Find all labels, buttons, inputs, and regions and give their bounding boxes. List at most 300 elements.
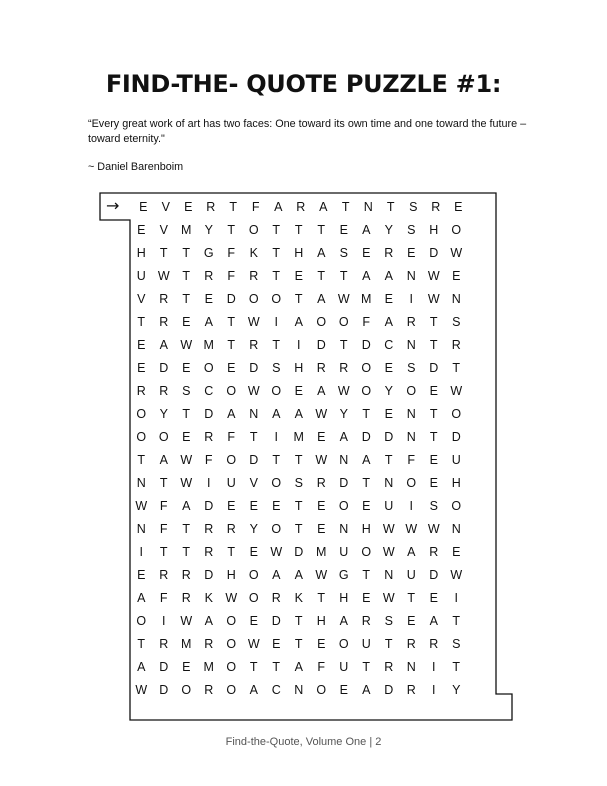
grid-letter: O xyxy=(226,453,237,467)
grid-letter: Y xyxy=(204,223,213,237)
grid-letter: F xyxy=(227,269,236,283)
grid-letter: Y xyxy=(384,223,393,237)
grid-letter: R xyxy=(431,200,441,214)
grid-letter: W xyxy=(427,269,440,283)
grid-letter: M xyxy=(181,637,192,651)
grid-letter: R xyxy=(204,430,214,444)
grid-letter: U xyxy=(226,476,236,490)
grid-letter: Y xyxy=(452,683,461,697)
grid-letter: O xyxy=(226,384,237,398)
grid-row xyxy=(130,633,490,656)
grid-row xyxy=(130,288,490,311)
grid-letter: D xyxy=(361,430,371,444)
grid-letter: K xyxy=(204,591,213,605)
grid-letter: T xyxy=(384,453,393,467)
grid-letter: E xyxy=(362,499,371,513)
grid-letter: D xyxy=(226,292,236,306)
grid-letter: O xyxy=(226,683,237,697)
grid-letter: R xyxy=(271,591,281,605)
grid-letter: I xyxy=(409,292,413,306)
grid-letter: T xyxy=(386,200,395,214)
grid-letter: A xyxy=(204,315,213,329)
grid-letter: O xyxy=(338,499,349,513)
grid-letter: O xyxy=(248,292,259,306)
grid-letter: A xyxy=(362,453,371,467)
grid-letter: D xyxy=(361,338,371,352)
grid-letter: E xyxy=(339,223,348,237)
grid-letter: R xyxy=(429,545,439,559)
grid-letter: R xyxy=(159,568,169,582)
grid-letter: T xyxy=(384,637,393,651)
grid-letter: T xyxy=(317,223,326,237)
grid-letter: E xyxy=(362,246,371,260)
grid-letter: Y xyxy=(384,384,393,398)
grid-row xyxy=(130,518,490,541)
grid-letter: O xyxy=(181,683,192,697)
grid-letter: R xyxy=(204,269,214,283)
grid-letter: W xyxy=(427,292,440,306)
grid-letter: I xyxy=(162,614,166,628)
grid-letter: K xyxy=(294,591,303,605)
grid-letter: E xyxy=(182,660,191,674)
grid-letter: N xyxy=(363,200,373,214)
grid-letter: T xyxy=(272,338,281,352)
grid-letter: R xyxy=(204,637,214,651)
grid-letter: E xyxy=(137,338,146,352)
grid-letter: I xyxy=(139,545,143,559)
grid-letter: D xyxy=(316,338,326,352)
grid-letter: A xyxy=(339,430,348,444)
grid-letter: F xyxy=(227,430,236,444)
grid-letter: D xyxy=(204,407,214,421)
grid-letter: C xyxy=(384,338,394,352)
grid-letter: N xyxy=(406,407,416,421)
grid-letter: T xyxy=(227,315,236,329)
grid-letter: W xyxy=(180,476,193,490)
grid-letter: W xyxy=(247,315,260,329)
grid-letter: N xyxy=(406,338,416,352)
grid-letter: N xyxy=(249,407,259,421)
grid-letter: T xyxy=(137,637,146,651)
grid-letter: Y xyxy=(249,522,258,536)
grid-letter: R xyxy=(159,384,169,398)
grid-letter: R xyxy=(316,476,326,490)
grid-row xyxy=(130,242,490,265)
grid-letter: R xyxy=(316,361,326,375)
grid-letter: E xyxy=(317,430,326,444)
grid-letter: E xyxy=(407,246,416,260)
grid-letter: A xyxy=(204,614,213,628)
grid-letter: R xyxy=(406,637,416,651)
grid-letter: T xyxy=(159,545,168,559)
grid-letter: M xyxy=(293,430,304,444)
grid-letter: S xyxy=(429,499,438,513)
grid-letter: W xyxy=(405,522,418,536)
grid-letter: I xyxy=(432,660,436,674)
grid-row xyxy=(132,196,492,219)
grid-letter: O xyxy=(248,223,259,237)
page-footer: Find-the-Quote, Volume One | 2 xyxy=(225,736,382,748)
grid-letter: A xyxy=(137,591,146,605)
grid-letter: W xyxy=(247,637,260,651)
grid-letter: T xyxy=(362,476,371,490)
grid-letter: T xyxy=(159,476,168,490)
grid-letter: R xyxy=(206,200,216,214)
grid-letter: S xyxy=(182,384,191,398)
grid-letter: O xyxy=(338,315,349,329)
grid-letter: A xyxy=(362,683,371,697)
grid-letter: R xyxy=(226,522,236,536)
grid-letter: D xyxy=(204,499,214,513)
grid-letter: E xyxy=(137,568,146,582)
grid-letter: W xyxy=(180,338,193,352)
grid-row xyxy=(130,610,490,633)
grid-letter: T xyxy=(452,660,461,674)
grid-letter: E xyxy=(227,361,236,375)
grid-letter: O xyxy=(136,614,147,628)
grid-letter: G xyxy=(203,246,214,260)
grid-letter: T xyxy=(137,315,146,329)
grid-letter: A xyxy=(294,315,303,329)
grid-letter: H xyxy=(451,476,461,490)
grid-letter: V xyxy=(161,200,170,214)
grid-letter: T xyxy=(294,453,303,467)
grid-letter: T xyxy=(317,591,326,605)
grid-letter: E xyxy=(294,384,303,398)
grid-letter: A xyxy=(294,407,303,421)
grid-letter: W xyxy=(382,545,395,559)
grid-letter: F xyxy=(251,200,260,214)
grid-letter: W xyxy=(315,407,328,421)
grid-letter: D xyxy=(271,614,281,628)
grid-letter: A xyxy=(384,269,393,283)
grid-letter: A xyxy=(182,499,191,513)
grid-letter: A xyxy=(317,246,326,260)
grid-letter: F xyxy=(159,499,168,513)
grid-letter: A xyxy=(339,614,348,628)
grid-row xyxy=(130,219,490,242)
grid-letter: W xyxy=(180,614,193,628)
grid-letter: E xyxy=(452,545,461,559)
grid-letter: K xyxy=(249,246,258,260)
grid-letter: T xyxy=(294,637,303,651)
grid-letter: A xyxy=(227,407,236,421)
grid-letter: Y xyxy=(339,407,348,421)
grid-letter: D xyxy=(429,246,439,260)
grid-letter: A xyxy=(362,269,371,283)
grid-letter: R xyxy=(451,338,461,352)
grid-letter: O xyxy=(451,407,462,421)
grid-letter: R xyxy=(384,660,394,674)
grid-letter: T xyxy=(182,407,191,421)
grid-letter: R xyxy=(181,591,191,605)
grid-letter: S xyxy=(407,361,416,375)
grid-letter: O xyxy=(136,407,147,421)
grid-letter: N xyxy=(339,522,349,536)
grid-letter: A xyxy=(159,338,168,352)
grid-letter: O xyxy=(271,292,282,306)
grid-letter: D xyxy=(451,430,461,444)
grid-letter: T xyxy=(339,269,348,283)
grid-letter: A xyxy=(429,614,438,628)
grid-letter: E xyxy=(139,200,148,214)
grid-letter: E xyxy=(384,361,393,375)
grid-letter: I xyxy=(409,499,413,513)
grid-letter: T xyxy=(272,223,281,237)
grid-letter: D xyxy=(339,476,349,490)
grid-letter: O xyxy=(226,660,237,674)
grid-letter: T xyxy=(294,499,303,513)
grid-letter: E xyxy=(429,476,438,490)
grid-letter: F xyxy=(204,453,213,467)
grid-letter: T xyxy=(362,660,371,674)
grid-letter: D xyxy=(294,545,304,559)
grid-letter: S xyxy=(339,246,348,260)
grid-letter: R xyxy=(181,568,191,582)
grid-letter: E xyxy=(339,683,348,697)
grid-letter: O xyxy=(316,683,327,697)
grid-letter: D xyxy=(429,361,439,375)
grid-letter: O xyxy=(248,591,259,605)
grid-letter: T xyxy=(272,246,281,260)
grid-letter: F xyxy=(159,522,168,536)
grid-letter: O xyxy=(136,430,147,444)
grid-letter: F xyxy=(317,660,326,674)
grid-letter: E xyxy=(384,292,393,306)
grid-letter: O xyxy=(271,522,282,536)
grid-letter: O xyxy=(361,361,372,375)
grid-letter: O xyxy=(361,384,372,398)
grid-letter: O xyxy=(158,430,169,444)
grid-letter: R xyxy=(361,614,371,628)
grid-letter: R xyxy=(204,545,214,559)
grid-letter: E xyxy=(204,292,213,306)
grid-letter: W xyxy=(337,384,350,398)
grid-letter: O xyxy=(203,361,214,375)
grid-letter: S xyxy=(294,476,303,490)
grid-letter: E xyxy=(182,315,191,329)
grid-row xyxy=(130,656,490,679)
grid-letter: U xyxy=(406,568,416,582)
grid-letter: W xyxy=(247,384,260,398)
grid-letter: T xyxy=(294,522,303,536)
grid-letter: D xyxy=(384,683,394,697)
grid-letter: H xyxy=(136,246,146,260)
grid-letter: T xyxy=(339,338,348,352)
grid-letter: T xyxy=(182,246,191,260)
grid-letter: T xyxy=(294,223,303,237)
grid-letter: E xyxy=(272,637,281,651)
grid-letter: A xyxy=(272,568,281,582)
grid-letter: F xyxy=(227,246,236,260)
grid-letter: A xyxy=(137,660,146,674)
grid-letter: E xyxy=(384,407,393,421)
grid-letter: D xyxy=(204,568,214,582)
quote-text: “Every great work of art has two faces: One toward its own time and one toward the future – toward eternity." xyxy=(88,118,527,145)
grid-row xyxy=(130,403,490,426)
grid-letter: Y xyxy=(159,407,168,421)
grid-letter: T xyxy=(407,591,416,605)
grid-letter: W xyxy=(450,384,463,398)
grid-row xyxy=(130,426,490,449)
grid-row xyxy=(130,472,490,495)
grid-letter: A xyxy=(317,292,326,306)
grid-letter: M xyxy=(361,292,372,306)
grid-letter: D xyxy=(384,430,394,444)
grid-letter: R xyxy=(429,637,439,651)
grid-letter: W xyxy=(450,246,463,260)
grid-letter: V xyxy=(159,223,168,237)
grid-letter: T xyxy=(137,453,146,467)
grid-letter: O xyxy=(271,384,282,398)
grid-letter: C xyxy=(204,384,214,398)
grid-letter: N xyxy=(294,683,304,697)
grid-letter: W xyxy=(427,522,440,536)
grid-letter: T xyxy=(317,269,326,283)
grid-letter: E xyxy=(137,361,146,375)
grid-letter: A xyxy=(249,683,258,697)
grid-letter: R xyxy=(159,315,169,329)
grid-letter: A xyxy=(294,660,303,674)
grid-letter: S xyxy=(452,315,461,329)
grid-letter: O xyxy=(406,476,417,490)
grid-letter: T xyxy=(362,568,371,582)
grid-letter: U xyxy=(451,453,461,467)
grid-letter: T xyxy=(182,292,191,306)
grid-letter: H xyxy=(361,522,371,536)
grid-letter: O xyxy=(451,499,462,513)
grid-letter: V xyxy=(249,476,258,490)
grid-letter: E xyxy=(362,591,371,605)
grid-letter: T xyxy=(429,407,438,421)
grid-letter: I xyxy=(297,338,301,352)
grid-letter: E xyxy=(429,384,438,398)
grid-letter: T xyxy=(272,269,281,283)
grid-letter: M xyxy=(203,338,214,352)
grid-letter: G xyxy=(338,568,349,582)
grid-letter: R xyxy=(136,384,146,398)
grid-letter: R xyxy=(159,637,169,651)
grid-letter: E xyxy=(454,200,463,214)
grid-letter: O xyxy=(406,384,417,398)
grid-letter: R xyxy=(296,200,306,214)
grid-letter: U xyxy=(136,269,146,283)
grid-letter: W xyxy=(225,591,238,605)
grid-letter: F xyxy=(362,315,371,329)
grid-letter: M xyxy=(181,223,192,237)
grid-letter: S xyxy=(272,361,281,375)
grid-letter: I xyxy=(274,315,278,329)
grid-letter: T xyxy=(429,430,438,444)
grid-letter: I xyxy=(274,430,278,444)
grid-row xyxy=(130,357,490,380)
grid-letter: N xyxy=(384,568,394,582)
grid-letter: W xyxy=(337,292,350,306)
grid-letter: D xyxy=(429,568,439,582)
grid-letter: H xyxy=(429,223,439,237)
grid-letter: W xyxy=(135,683,148,697)
grid-letter: T xyxy=(452,361,461,375)
grid-letter: R xyxy=(339,361,349,375)
grid-letter: O xyxy=(451,223,462,237)
grid-letter: F xyxy=(407,453,416,467)
grid-letter: R xyxy=(406,683,416,697)
grid-letter: N xyxy=(451,522,461,536)
grid-letter: N xyxy=(339,453,349,467)
page-title: FIND-THE- QUOTE PUZZLE #1: xyxy=(105,70,502,98)
grid-letter: E xyxy=(317,637,326,651)
grid-letter: R xyxy=(159,292,169,306)
grid-letter: A xyxy=(317,384,326,398)
grid-letter: T xyxy=(227,223,236,237)
grid-letter: E xyxy=(182,430,191,444)
grid-letter: R xyxy=(249,269,259,283)
grid-letter: A xyxy=(294,568,303,582)
grid-letter: M xyxy=(316,545,327,559)
grid-letter: V xyxy=(137,292,146,306)
grid-letter: W xyxy=(382,591,395,605)
grid-letter: E xyxy=(137,223,146,237)
grid-letter: D xyxy=(159,660,169,674)
grid-letter: E xyxy=(317,499,326,513)
grid-letter: E xyxy=(317,522,326,536)
grid-letter: E xyxy=(429,453,438,467)
grid-letter: A xyxy=(407,545,416,559)
grid-letter: N xyxy=(406,269,416,283)
grid-row xyxy=(130,564,490,587)
grid-letter: T xyxy=(182,522,191,536)
grid-letter: T xyxy=(159,246,168,260)
grid-letter: E xyxy=(184,200,193,214)
grid-letter: T xyxy=(294,614,303,628)
grid-letter: E xyxy=(294,269,303,283)
grid-letter: R xyxy=(249,338,259,352)
grid-letter: D xyxy=(249,453,259,467)
grid-letter: H xyxy=(226,568,236,582)
grid-letter: W xyxy=(180,453,193,467)
grid-row xyxy=(130,679,490,702)
grid-letter: C xyxy=(271,683,281,697)
grid-letter: O xyxy=(361,545,372,559)
grid-letter: T xyxy=(452,614,461,628)
grid-letter: O xyxy=(338,637,349,651)
grid-letter: D xyxy=(249,361,259,375)
grid-letter: E xyxy=(227,499,236,513)
grid-letter: W xyxy=(315,568,328,582)
grid-letter: T xyxy=(249,660,258,674)
grid-letter: S xyxy=(452,637,461,651)
grid-letter: A xyxy=(319,200,328,214)
grid-letter: E xyxy=(249,614,258,628)
grid-letter: T xyxy=(362,407,371,421)
grid-letter: O xyxy=(316,315,327,329)
grid-letter: I xyxy=(432,683,436,697)
grid-letter: D xyxy=(159,683,169,697)
grid-letter: D xyxy=(159,361,169,375)
grid-letter: E xyxy=(249,545,258,559)
grid-letter: I xyxy=(207,476,211,490)
grid-letter: T xyxy=(182,545,191,559)
grid-letter: W xyxy=(135,499,148,513)
grid-letter: U xyxy=(339,545,349,559)
grid-letter: M xyxy=(203,660,214,674)
grid-row xyxy=(130,265,490,288)
grid-letter: U xyxy=(339,660,349,674)
grid-letter: S xyxy=(409,200,418,214)
grid-letter: T xyxy=(227,545,236,559)
grid-letter: N xyxy=(136,476,146,490)
grid-letter: N xyxy=(451,292,461,306)
